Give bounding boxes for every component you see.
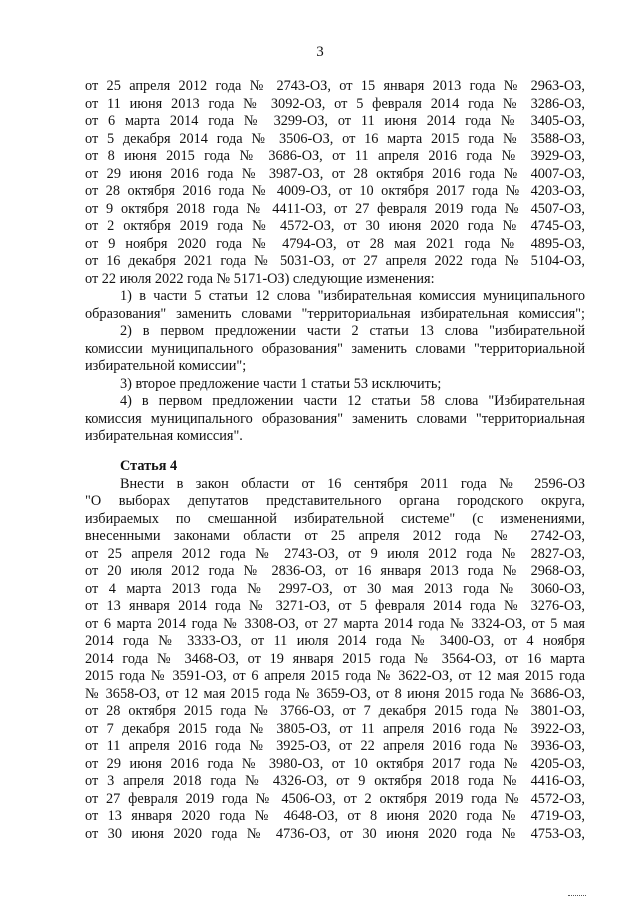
- text-line: от 5 декабря 2014 года № 3506-ОЗ, от 16 марта 2015 года № 3588-ОЗ,: [85, 130, 585, 147]
- text-line: избирательная комиссия".: [85, 428, 243, 444]
- text-line: 2015 года № 3591-ОЗ, от 6 апреля 2015 года № 3622-ОЗ, от 12 мая 2015 года: [85, 668, 585, 684]
- text-line: от 6 марта 2014 года № 3308-ОЗ, от 27 марта 2014 года № 3324-ОЗ, от 5 мая: [85, 615, 585, 632]
- text-line: "О выборах депутатов представительного органа городского округа,: [85, 493, 585, 509]
- text-line: от 16 декабря 2021 года № 5031-ОЗ, от 27 апреля 2022 года № 5104-ОЗ,: [85, 253, 585, 269]
- text-line: от 11 июня 2013 года № 3092-ОЗ, от 5 февраля 2014 года № 3286-ОЗ,: [85, 95, 585, 112]
- text-line: от 6 марта 2014 года № 3299-ОЗ, от 11 июня 2014 года № 3405-ОЗ,: [85, 113, 585, 129]
- amendment-item-3: 3) второе предложение части 1 статьи 53 исключить;: [120, 375, 442, 392]
- text-line: от 13 января 2014 года № 3271-ОЗ, от 5 февраля 2014 года № 3276-ОЗ,: [85, 598, 585, 614]
- text-line: от 29 июня 2016 года № 3987-ОЗ, от 28 октября 2016 года № 4007-ОЗ,: [85, 165, 585, 182]
- margin-mark: [568, 891, 586, 896]
- text-line: № 3658-ОЗ, от 12 мая 2015 года № 3659-ОЗ, от 8 июня 2015 года № 3686-ОЗ,: [85, 685, 585, 702]
- text-line: от 22 июля 2022 года № 5171-ОЗ) следующие изменения:: [85, 270, 435, 287]
- text-line: от 20 июля 2012 года № 2836-ОЗ, от 16 января 2013 года № 2968-ОЗ,: [85, 563, 585, 579]
- text-line: от 25 апреля 2012 года № 2743-ОЗ, от 9 июля 2012 года № 2827-ОЗ,: [85, 545, 585, 562]
- text-line: комиссии муниципального образования" заменить словами "территориальной: [85, 340, 585, 357]
- text-line: от 28 октября 2015 года № 3766-ОЗ, от 7 декабря 2015 года № 3801-ОЗ,: [85, 703, 585, 719]
- text-line: образования" заменить словами "территориальная избирательная комиссия";: [85, 305, 585, 322]
- text-line: от 2 октября 2019 года № 4572-ОЗ, от 30 июня 2020 года № 4745-ОЗ,: [85, 218, 585, 234]
- article-heading: Статья 4: [120, 458, 178, 474]
- text-line: от 9 ноября 2020 года № 4794-ОЗ, от 28 мая 2021 года № 4895-ОЗ,: [85, 235, 585, 252]
- amendment-references-block: [85, 78, 585, 446]
- text-line: от 8 июня 2015 года № 3686-ОЗ, от 11 апреля 2016 года № 3929-ОЗ,: [85, 148, 585, 164]
- text-line: от 29 июня 2016 года № 3980-ОЗ, от 10 октября 2017 года № 4205-ОЗ,: [85, 755, 585, 772]
- text-line: избираемых по смешанной избирательной системе" (с изменениями,: [85, 510, 585, 527]
- text-line: от 7 декабря 2015 года № 3805-ОЗ, от 11 апреля 2016 года № 3922-ОЗ,: [85, 720, 585, 737]
- text-line: от 30 июня 2020 года № 4736-ОЗ, от 30 июня 2020 года № 4753-ОЗ,: [85, 825, 585, 842]
- text-line: 2014 года № 3333-ОЗ, от 11 июля 2014 года № 3400-ОЗ, от 4 ноября: [85, 633, 585, 649]
- text-line: от 28 октября 2016 года № 4009-ОЗ, от 10 октября 2017 года № 4203-ОЗ,: [85, 183, 585, 199]
- text-line: от 3 апреля 2018 года № 4326-ОЗ, от 9 октября 2018 года № 4416-ОЗ,: [85, 773, 585, 789]
- amendment-item-1: 1) в части 5 статьи 12 слова "избирательная комиссия муниципального: [120, 288, 585, 304]
- article-4-section: [85, 458, 585, 843]
- text-line: 2014 года № 3468-ОЗ, от 19 января 2015 года № 3564-ОЗ, от 16 марта: [85, 650, 585, 667]
- text-line: Внести в закон области от 16 сентября 2011 года № 2596-ОЗ: [120, 475, 585, 492]
- text-line: от 25 апреля 2012 года № 2743-ОЗ, от 15 января 2013 года № 2963-ОЗ,: [85, 78, 585, 94]
- text-line: от 4 марта 2013 года № 2997-ОЗ, от 30 мая 2013 года № 3060-ОЗ,: [85, 580, 585, 597]
- text-line: избирательной комиссии";: [85, 358, 247, 374]
- text-line: от 9 октября 2018 года № 4411-ОЗ, от 27 февраля 2019 года № 4507-ОЗ,: [85, 200, 585, 217]
- page-number: 3: [316, 44, 324, 60]
- text-line: комиссия муниципального образования" заменить словами "территориальная: [85, 410, 585, 427]
- text-line: от 13 января 2020 года № 4648-ОЗ, от 8 июня 2020 года № 4719-ОЗ,: [85, 808, 585, 824]
- amendment-item-2: 2) в первом предложении части 2 статьи 13 слова "избирательной: [120, 323, 585, 339]
- text-line: от 11 апреля 2016 года № 3925-ОЗ, от 22 апреля 2016 года № 3936-ОЗ,: [85, 738, 585, 754]
- text-line: внесенными законами области от 25 апреля 2012 года № 2742-ОЗ,: [85, 528, 585, 544]
- amendment-item-4: 4) в первом предложении части 12 статьи 58 слова "Избирательная: [120, 393, 585, 409]
- text-line: от 27 февраля 2019 года № 4506-ОЗ, от 2 октября 2019 года № 4572-ОЗ,: [85, 790, 585, 807]
